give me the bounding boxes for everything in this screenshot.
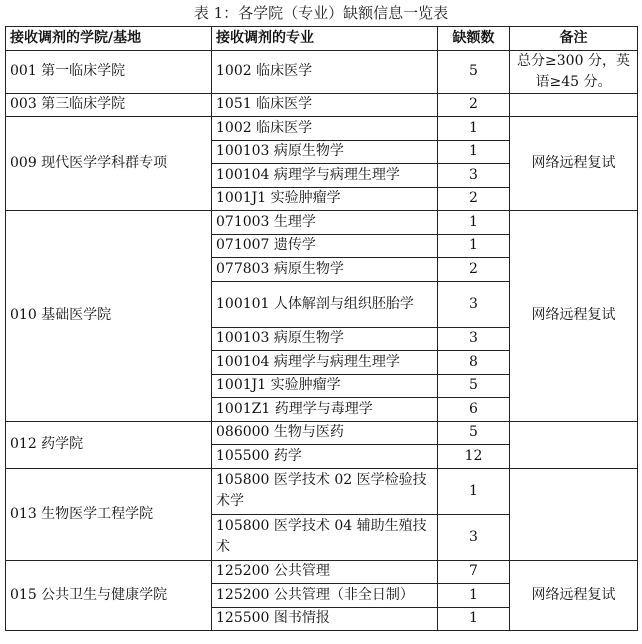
count-cell: 1 xyxy=(438,607,510,631)
major-cell: 100104 病理学与病理生理学 xyxy=(212,351,438,375)
major-cell: 100101 人体解剖与组织胚胎学 xyxy=(212,281,438,327)
count-cell: 1 xyxy=(438,117,510,141)
count-cell: 1 xyxy=(438,468,510,514)
major-cell: 1002 临床医学 xyxy=(212,117,438,141)
count-cell: 1 xyxy=(438,211,510,235)
college-cell: 010 基础医学院 xyxy=(6,211,212,422)
major-cell: 086000 生物与医药 xyxy=(212,421,438,445)
college-cell: 003 第三临床学院 xyxy=(6,93,212,117)
count-cell: 3 xyxy=(438,327,510,351)
vacancy-table xyxy=(5,26,638,631)
major-cell: 105800 医学技术 02 医学检验技术学 xyxy=(212,468,438,514)
major-cell: 125200 公共管理（非全日制） xyxy=(212,584,438,608)
college-cell: 009 现代医学学科群专项 xyxy=(6,117,212,211)
note-cell xyxy=(510,421,638,468)
count-cell: 3 xyxy=(438,164,510,188)
table-row xyxy=(6,93,638,117)
table-row xyxy=(6,211,638,235)
note-cell xyxy=(510,93,638,117)
count-cell: 5 xyxy=(438,50,510,93)
note-cell xyxy=(510,468,638,560)
table-row xyxy=(6,117,638,141)
count-cell: 2 xyxy=(438,93,510,117)
count-cell: 7 xyxy=(438,560,510,584)
count-cell: 8 xyxy=(438,351,510,375)
table-row xyxy=(6,421,638,445)
major-cell: 077803 病原生物学 xyxy=(212,258,438,282)
major-cell: 125500 图书情报 xyxy=(212,607,438,631)
note-cell: 网络远程复试 xyxy=(510,117,638,211)
major-cell: 1001J1 实验肿瘤学 xyxy=(212,374,438,398)
table-row xyxy=(6,50,638,93)
note-cell: 网络远程复试 xyxy=(510,211,638,422)
table-body xyxy=(6,50,638,631)
count-cell: 1 xyxy=(438,234,510,258)
table-row xyxy=(6,560,638,584)
major-cell: 100104 病理学与病理生理学 xyxy=(212,164,438,188)
college-cell: 015 公共卫生与健康学院 xyxy=(6,560,212,631)
count-cell: 2 xyxy=(438,187,510,211)
table-caption: 表 1：各学院（专业）缺额信息一览表 xyxy=(193,4,449,22)
count-cell: 3 xyxy=(438,514,510,560)
major-cell: 100103 病原生物学 xyxy=(212,327,438,351)
count-cell: 6 xyxy=(438,398,510,422)
major-cell: 1002 临床医学 xyxy=(212,50,438,93)
header-count: 缺额数 xyxy=(438,27,510,51)
college-cell: 001 第一临床学院 xyxy=(6,50,212,93)
header-row xyxy=(6,27,638,51)
count-cell: 5 xyxy=(438,421,510,445)
count-cell: 1 xyxy=(438,140,510,164)
major-cell: 1051 临床医学 xyxy=(212,93,438,117)
count-cell: 12 xyxy=(438,445,510,469)
table-row xyxy=(6,468,638,514)
count-cell: 1 xyxy=(438,584,510,608)
count-cell: 2 xyxy=(438,258,510,282)
header-major: 接收调剂的专业 xyxy=(212,27,438,51)
header-note: 备注 xyxy=(510,27,638,51)
major-cell: 125200 公共管理 xyxy=(212,560,438,584)
note-cell: 网络远程复试 xyxy=(510,560,638,631)
major-cell: 071007 遗传学 xyxy=(212,234,438,258)
major-cell: 100103 病原生物学 xyxy=(212,140,438,164)
college-cell: 013 生物医学工程学院 xyxy=(6,468,212,560)
major-cell: 105800 医学技术 04 辅助生殖技术 xyxy=(212,514,438,560)
count-cell: 5 xyxy=(438,374,510,398)
note-cell: 总分≥300 分，英语≥45 分。 xyxy=(510,50,638,93)
college-cell: 012 药学院 xyxy=(6,421,212,468)
major-cell: 105500 药学 xyxy=(212,445,438,469)
count-cell: 3 xyxy=(438,281,510,327)
header-college: 接收调剂的学院/基地 xyxy=(6,27,212,51)
major-cell: 071003 生理学 xyxy=(212,211,438,235)
major-cell: 1001Z1 药理学与毒理学 xyxy=(212,398,438,422)
major-cell: 1001J1 实验肿瘤学 xyxy=(212,187,438,211)
